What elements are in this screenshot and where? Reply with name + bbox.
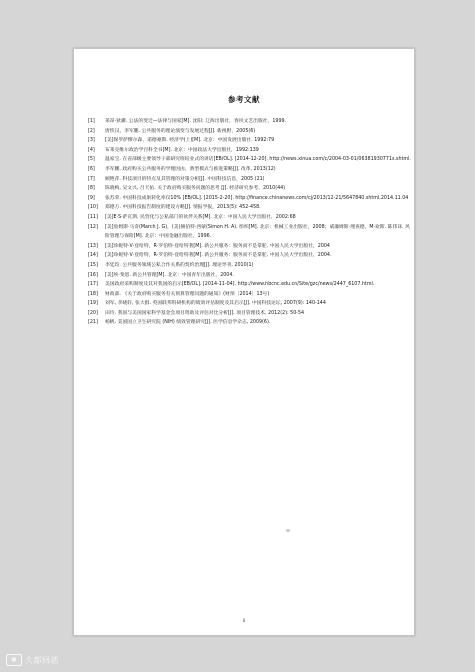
reference-number: [21]	[88, 320, 98, 326]
reference-item	[88, 242, 414, 252]
reference-text: 张苏荣. 中国科技成果转化率仅10% [EB/OL]. [2015-2-20]. http://finance.chinanews.com/cj/2013/12-21/5647840.shtml,2014.11.04	[105, 195, 409, 201]
image-logo-icon: ▣	[6, 654, 22, 666]
reference-number: [20]	[88, 310, 98, 316]
reference-item	[88, 309, 414, 319]
reference-list	[88, 117, 414, 328]
reference-text: 郑德万. 中国科技报告制度的建设方略[J]. 情报学报，2013(5): 452-458.	[105, 205, 261, 211]
watermark-text: 大都回话	[25, 655, 59, 665]
reference-text: 杨帆. 美国国立卫生研究院 (NIH) 绩效管理研究[J]. 医学信息学杂志, 2009(6).	[105, 320, 271, 326]
reference-item	[88, 213, 414, 223]
reference-text: 唐铁汉，李军鹏. 公共服务的理论演变与发展过程[J]. 新视野，2005(6)	[105, 128, 256, 134]
reference-item	[88, 136, 414, 146]
reference-text: 布莱克维尔政治学百科全书[M]. 北京：中国政法大学出版社，1992:139	[105, 147, 259, 153]
reference-number: [7]	[88, 176, 95, 182]
reference-item	[88, 271, 414, 281]
reference-item	[88, 175, 414, 185]
reference-number: [8]	[88, 186, 95, 192]
reference-text: 李廷均. 公共服务领域公私合作关系的契约治理[J]. 理论导刊, 2010(1)	[105, 262, 254, 268]
reference-item	[88, 184, 414, 194]
reference-text: 温家宝. 在省部级主要领导干部研究班结业式的讲话[EB/OL]. [2014-12-20]. http://news.xinua.com/c/2004-03-01/06381930771s.shtml.	[105, 157, 411, 163]
reference-text: 刘军, 李晓轩, 张大群. 英国联邦科研机构的绩效评估制度及其启示[J]. 中国科技论坛, 2007(9): 140-144	[105, 301, 326, 307]
reference-text: 莱昂·狄骥. 公法的变迁—法律与国家[M]. 沈阳: 辽海出版社，春风文艺出版社，1999.	[105, 119, 287, 124]
watermark	[6, 654, 59, 666]
reference-item	[88, 127, 414, 137]
document-page	[73, 48, 415, 636]
reference-number: [3]	[88, 138, 95, 144]
reference-text: 美国政府采购制度及其对我国的启示[EB/OL]. [2014-11-04]. http://www.hbcnc.edu.cn/Site/gzc/news/2447_6107.html.	[105, 282, 375, 288]
reference-text: 顾艳萍. 科技项目的特点及其管理的对策分析[J]. 中国科技信息，2005 (21)	[105, 176, 265, 182]
reference-number: [12]	[88, 224, 98, 230]
reference-number: [18]	[88, 291, 98, 297]
reference-text: [美]珍妮特·V·登哈特，R·罗伯特·登哈特著[M]. 新公共服务：服务而不是掌舵. 中国人民大学出版社，2004.	[105, 253, 332, 259]
reference-number: [11]	[88, 214, 98, 220]
reference-text: 田玲. 我国与美国国家科学基金会项目资助及评估对比分析[J]. 项目管理技术, 2012(2): 50-54	[105, 310, 305, 316]
reference-item	[88, 318, 414, 328]
reference-item	[88, 280, 414, 290]
reference-item	[88, 165, 414, 175]
reference-item	[88, 117, 414, 127]
reference-number: [16]	[88, 272, 98, 278]
reference-number: [14]	[88, 253, 98, 259]
page-mark	[286, 529, 290, 532]
reference-number: [9]	[88, 195, 95, 201]
reference-number: [6]	[88, 166, 95, 172]
reference-text: [美]E·S·萨瓦斯. 民营化与公私部门的伙伴关系[M]. 北京：中国人民大学出版社，2002:68	[105, 214, 296, 220]
reference-text: [美]保罗萨缪尔森，诺德豪斯. 经济学(上)[M]. 北京：中国发展出版社. 1992:79	[105, 138, 275, 144]
reference-number: [5]	[88, 157, 95, 163]
reference-number: [1]	[88, 119, 95, 124]
reference-item	[88, 261, 414, 271]
reference-text: [美]埃·斐恩. 新公共管理[M]. 北京：中国青年出版社，2004.	[105, 272, 234, 278]
reference-number: [15]	[88, 262, 98, 268]
reference-text: 李军鹏. 政府购买公共服务的学理因由、典型模式与推进策略[J]. 改革, 2013(12)	[105, 166, 276, 172]
reference-item	[88, 290, 414, 300]
page-title: 参考文献	[228, 95, 260, 104]
reference-number: [19]	[88, 301, 98, 307]
reference-item	[88, 194, 414, 204]
reference-text: [美]珍妮特·V·登哈特，R·罗伯特·登哈特著[M]. 新公共服务：服务而不是掌舵. 中国人民大学出版社，2004	[105, 243, 330, 249]
reference-number: [4]	[88, 147, 95, 153]
reference-item	[88, 299, 414, 309]
reference-text: 财政部. 《关于政府购买服务有关预算管理问题的通知》(财预〔2014〕13号)	[105, 291, 270, 297]
reference-item	[88, 146, 414, 156]
page-number: 8	[242, 619, 246, 624]
reference-item	[88, 155, 414, 165]
reference-number: [10]	[88, 205, 98, 211]
reference-number: [13]	[88, 243, 98, 249]
reference-text: 陈晓梅, 吴文兴, 吕天佑. 关于政府购买服务问题的思考 [J]. 经济研究参考，2010(44)	[105, 186, 286, 192]
reference-item	[88, 251, 414, 261]
reference-number: [2]	[88, 128, 95, 134]
reference-item	[88, 203, 414, 213]
reference-text: [美]詹姆斯·马奇(March J. G)，(美)赫伯特·西蒙(Simon H. A). 组织[M]. 北京：机械工业出版社，2008；威廉姆斯·埋查德，M·欢斯. 陈伟译. 风险管理与保险[M]. 北京：中国金融出版社，1996.	[105, 224, 410, 240]
reference-item	[88, 223, 414, 242]
reference-number: [17]	[88, 282, 98, 288]
